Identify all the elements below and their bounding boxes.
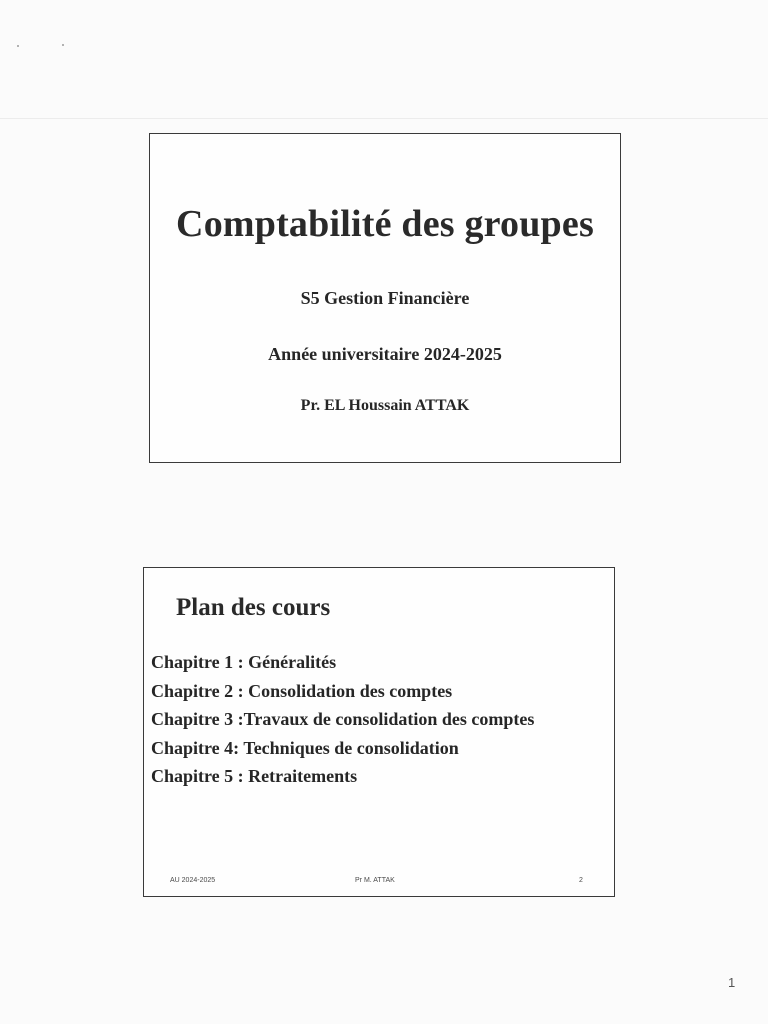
slide-title: Comptabilité des groupes xyxy=(176,203,594,245)
slide-footer-date: AU 2024-2025 xyxy=(170,877,216,884)
scan-speck xyxy=(62,44,64,46)
chapter-item: Chapitre 3 :Travaux de consolidation des comptes xyxy=(151,709,535,729)
professor-name: Pr. EL Houssain ATTAK xyxy=(300,397,470,414)
plan-title: Plan des cours xyxy=(176,594,331,621)
page-divider xyxy=(0,118,768,119)
slide-footer-author: Pr M. ATTAK xyxy=(355,877,395,884)
plan-slide xyxy=(143,567,615,897)
chapter-item: Chapitre 2 : Consolidation des comptes xyxy=(151,680,453,701)
chapter-item: Chapitre 4: Techniques de consolidation xyxy=(151,737,459,758)
academic-year: Année universitaire 2024-2025 xyxy=(268,344,502,364)
chapter-list xyxy=(151,648,534,791)
chapter-item: Chapitre 1 : Généralités xyxy=(151,652,337,672)
course-name: S5 Gestion Financière xyxy=(300,288,470,308)
scan-speck xyxy=(17,45,19,47)
title-slide xyxy=(149,133,621,463)
slide-number: 2 xyxy=(579,877,583,884)
page-number: 1 xyxy=(728,975,736,990)
chapter-item: Chapitre 5 : Retraitements xyxy=(151,766,358,786)
